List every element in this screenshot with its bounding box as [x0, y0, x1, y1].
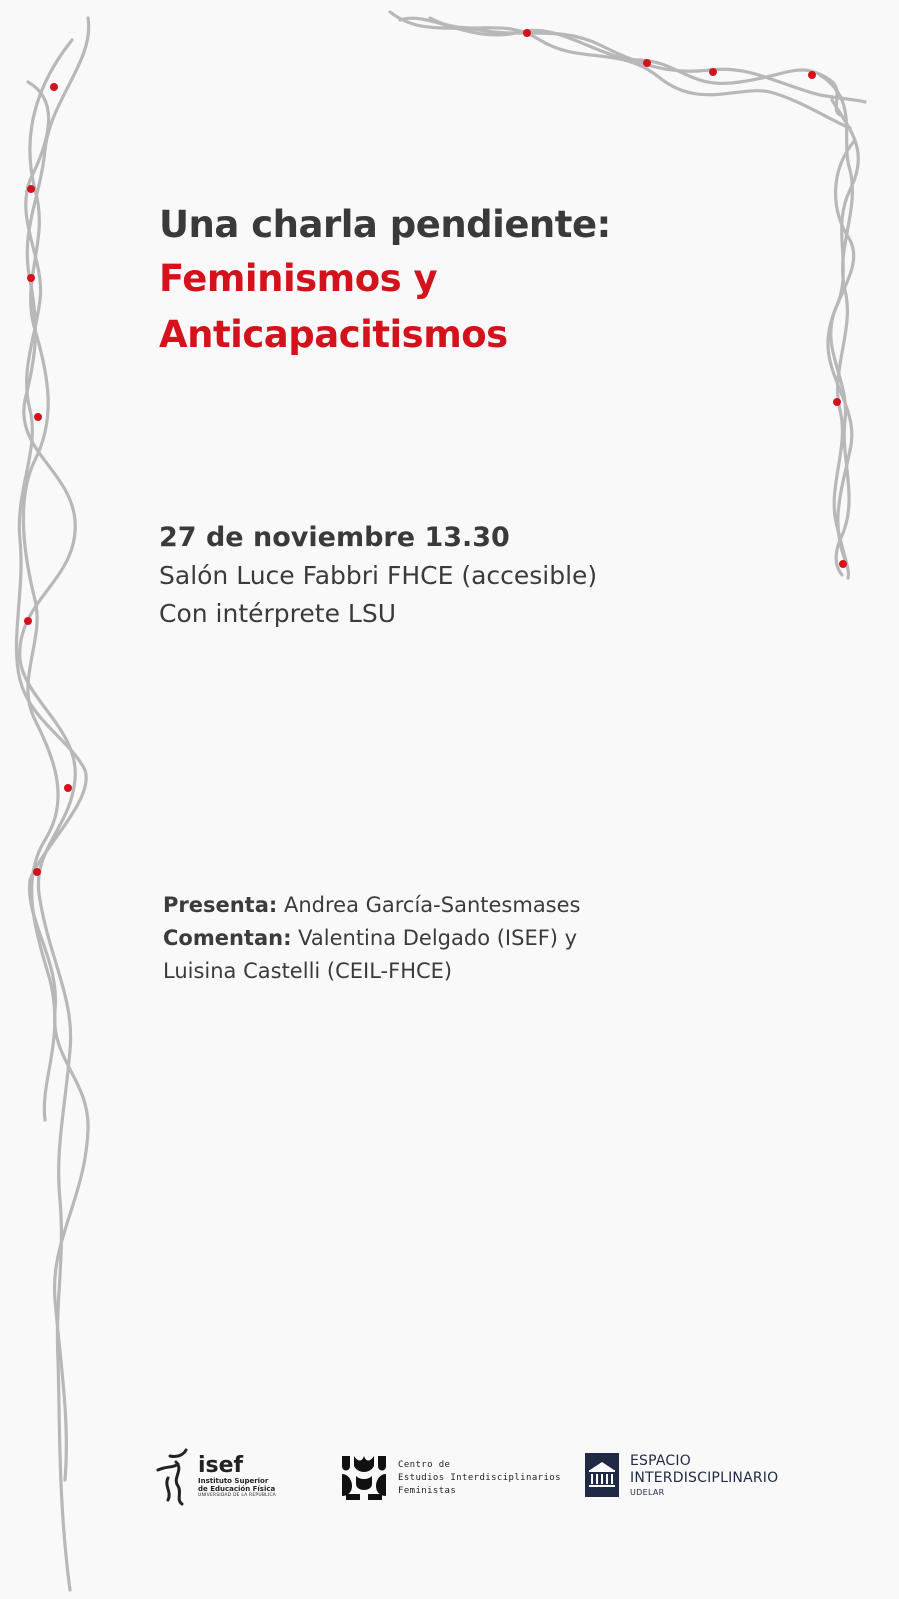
ceif-logo — [340, 1454, 561, 1502]
speakers — [163, 889, 580, 988]
commentators-names-2: Luisina Castelli (CEIL-FHCE) — [163, 959, 453, 983]
presenter-line — [163, 889, 580, 922]
ceif-line-3: Feministas — [398, 1485, 457, 1496]
espacio-line-1: ESPACIO — [630, 1452, 691, 1469]
event-venue: Salón Luce Fabbri FHCE (accesible) — [159, 561, 598, 590]
espacio-line-3: UDELAR — [630, 1487, 665, 1497]
ceif-line-1: Centro de — [398, 1459, 451, 1470]
espacio-interdisciplinario-logo — [584, 1452, 778, 1498]
presenta-label: Presenta: — [163, 893, 278, 917]
commentators-names-1: Valentina Delgado (ISEF) y — [291, 926, 578, 950]
espacio-line-2: INTERDISCIPLINARIO — [630, 1469, 779, 1486]
ceif-line-2: Estudios Interdisciplinarios — [398, 1472, 561, 1483]
isef-logo — [156, 1448, 276, 1506]
title-line-2: Feminismos y — [159, 257, 438, 300]
event-date-time: 27 de noviembre 13.30 — [159, 522, 510, 553]
isef-figure-icon — [156, 1448, 192, 1506]
isef-line-2: de Educación Física — [198, 1485, 276, 1493]
presenter-name: Andrea García-Santesmases — [277, 893, 581, 917]
event-interpreter: Con intérprete LSU — [159, 599, 396, 628]
isef-line-1: Instituto Superior — [198, 1477, 269, 1485]
title-line-1: Una charla pendiente: — [159, 203, 611, 246]
isef-line-3: UNIVERSIDAD DE LA REPÚBLICA — [198, 1493, 276, 1498]
event-details — [159, 519, 597, 633]
sponsor-logos — [0, 1448, 899, 1518]
comentan-label: Comentan: — [163, 926, 292, 950]
commentators-line — [163, 922, 580, 955]
isef-wordmark: isef — [198, 1453, 244, 1478]
event-title — [159, 199, 611, 363]
ceif-emblem-icon — [340, 1454, 388, 1502]
building-emblem-icon — [584, 1452, 620, 1498]
title-line-3: Anticapacitismos — [159, 313, 508, 356]
